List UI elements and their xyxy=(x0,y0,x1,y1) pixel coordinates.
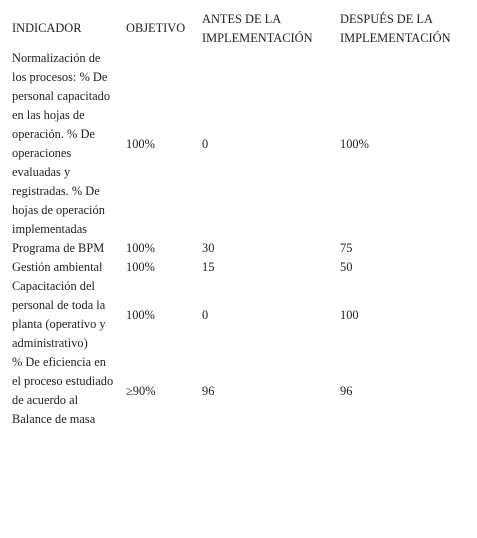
cell-objetivo: 100% xyxy=(126,241,155,255)
cell-objetivo: 100% xyxy=(126,307,155,322)
cell-despues: 96 xyxy=(340,383,353,398)
cell-indicador: Capacitación del personal de toda la planta (operativo y administrativo) xyxy=(12,279,106,350)
cell-antes: 0 xyxy=(202,136,209,151)
cell-indicador: % De eficiencia en el proceso estudiado de acuerdo al Balance de masa xyxy=(12,355,114,426)
header-antes: ANTES DE LA IMPLEMENTACIÓN xyxy=(202,11,313,45)
table-row xyxy=(6,49,468,239)
cell-indicador: Programa de BPM xyxy=(12,241,105,255)
table-row xyxy=(6,258,468,277)
table-row xyxy=(6,353,468,429)
header-despues: DESPUÉS DE LA IMPLEMENTACIÓN xyxy=(340,11,451,45)
cell-despues: 100% xyxy=(340,136,369,151)
cell-despues: 50 xyxy=(340,260,353,274)
table-row xyxy=(6,277,468,353)
table-row xyxy=(6,239,468,258)
table-header-row xyxy=(6,6,468,49)
cell-antes: 30 xyxy=(202,241,215,255)
cell-objetivo: ≥90% xyxy=(126,383,156,398)
indicator-table xyxy=(6,6,468,429)
header-indicador: INDICADOR xyxy=(12,21,82,35)
cell-antes: 0 xyxy=(202,307,209,322)
cell-indicador: Gestión ambiental xyxy=(12,260,103,274)
cell-antes: 15 xyxy=(202,260,215,274)
cell-objetivo: 100% xyxy=(126,260,155,274)
header-objetivo: OBJETIVO xyxy=(126,21,186,35)
cell-objetivo: 100% xyxy=(126,136,155,151)
cell-antes: 96 xyxy=(202,383,215,398)
cell-despues: 100 xyxy=(340,307,359,322)
cell-indicador: Normalización de los procesos: % De personal capacitado en las hojas de operación. % De operaciones evaluadas y registradas. % De hojas de operación implementadas xyxy=(12,51,111,236)
cell-despues: 75 xyxy=(340,241,353,255)
